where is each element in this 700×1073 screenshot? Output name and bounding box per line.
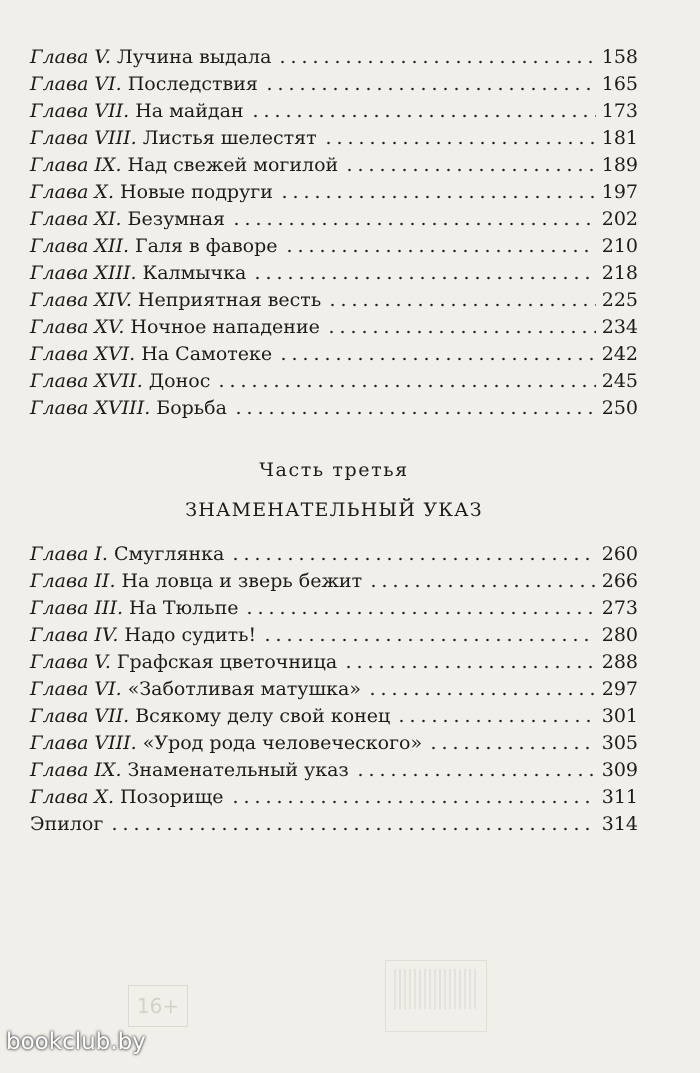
dot-leader bbox=[230, 799, 596, 805]
chapter-title: Безумная bbox=[127, 208, 226, 230]
chapter-number: Глава V. bbox=[30, 46, 111, 68]
chapter-title: На Тюльпе bbox=[129, 597, 239, 619]
dot-leader bbox=[216, 383, 595, 389]
chapter-title: Листья шелестят bbox=[142, 127, 317, 149]
chapter-number: Глава XIV. bbox=[30, 289, 132, 311]
chapter-number: Глава XV. bbox=[30, 316, 125, 338]
page-number: 173 bbox=[601, 100, 638, 122]
chapter-number: Глава XVIII. bbox=[30, 397, 151, 419]
dot-leader bbox=[323, 140, 596, 146]
chapter-title: Последствия bbox=[127, 73, 258, 95]
page-number: 266 bbox=[601, 570, 638, 592]
part-label: Часть третья bbox=[259, 459, 409, 481]
chapter-number: Глава VI. bbox=[30, 678, 122, 700]
chapter-title: Галя в фаворе bbox=[135, 235, 278, 257]
page-number: 189 bbox=[601, 154, 638, 176]
site-watermark: bookclub.by bbox=[6, 1029, 146, 1055]
dot-leader bbox=[344, 167, 596, 173]
page-number: 297 bbox=[601, 678, 638, 700]
chapter-title: Борьба bbox=[156, 397, 227, 419]
page-number: 197 bbox=[601, 181, 638, 203]
chapter-title: Эпилог bbox=[30, 813, 104, 835]
page-number: 225 bbox=[601, 289, 638, 311]
chapter-number: Глава X. bbox=[30, 786, 114, 808]
chapter-number: Глава VIII. bbox=[30, 127, 137, 149]
toc-entry bbox=[30, 676, 638, 703]
toc-entry bbox=[30, 595, 638, 622]
chapter-number: Глава III. bbox=[30, 597, 123, 619]
page-number: 210 bbox=[601, 235, 638, 257]
chapter-title: Новые подруги bbox=[120, 181, 273, 203]
toc-entry bbox=[30, 71, 638, 98]
page-number: 181 bbox=[601, 127, 638, 149]
toc-entry bbox=[30, 784, 638, 811]
dot-leader bbox=[262, 637, 596, 643]
toc-entry bbox=[30, 649, 638, 676]
chapter-title: «Заботливая матушка» bbox=[127, 678, 361, 700]
page-number: 314 bbox=[601, 813, 638, 835]
chapter-title: Над свежей могилой bbox=[127, 154, 339, 176]
page-number: 202 bbox=[601, 208, 638, 230]
chapter-title: Графская цветочница bbox=[116, 651, 338, 673]
page-number: 250 bbox=[601, 397, 638, 419]
chapter-number: Глава IX. bbox=[30, 154, 122, 176]
chapter-number: Глава XI. bbox=[30, 208, 122, 230]
chapter-title: «Урод рода человеческого» bbox=[142, 732, 423, 754]
chapter-title: Знаменательный указ bbox=[127, 759, 349, 781]
toc-part-three bbox=[30, 541, 638, 838]
dot-leader bbox=[231, 221, 596, 227]
dot-leader bbox=[343, 664, 596, 670]
dot-leader bbox=[355, 772, 596, 778]
toc-entry bbox=[30, 44, 638, 71]
chapter-title: Ночное нападение bbox=[130, 316, 320, 338]
chapter-number: Глава XII. bbox=[30, 235, 130, 257]
page-number: 234 bbox=[601, 316, 638, 338]
dot-leader bbox=[109, 826, 595, 832]
dot-leader bbox=[250, 113, 596, 119]
chapter-number: Глава II. bbox=[30, 570, 116, 592]
chapter-number: Глава VII. bbox=[30, 705, 130, 727]
chapter-title: Донос bbox=[148, 370, 211, 392]
toc-entry bbox=[30, 622, 638, 649]
dot-leader bbox=[264, 86, 596, 92]
chapter-number: Глава VIII. bbox=[30, 732, 137, 754]
chapter-title: Смуглянка bbox=[113, 543, 225, 565]
chapter-number: Глава I. bbox=[30, 543, 108, 565]
toc-entry bbox=[30, 206, 638, 233]
toc-entry bbox=[30, 260, 638, 287]
dot-leader bbox=[230, 556, 595, 562]
page-number: 242 bbox=[601, 343, 638, 365]
dot-leader bbox=[368, 583, 596, 589]
page-number: 260 bbox=[601, 543, 638, 565]
dot-leader bbox=[327, 302, 596, 308]
chapter-title: Калмычка bbox=[142, 262, 247, 284]
page-number: 245 bbox=[601, 370, 638, 392]
toc-entry bbox=[30, 98, 638, 125]
page-number: 158 bbox=[601, 46, 638, 68]
chapter-title: На ловца и зверь бежит bbox=[121, 570, 363, 592]
dot-leader bbox=[367, 691, 596, 697]
toc-entry bbox=[30, 703, 638, 730]
page-number: 309 bbox=[601, 759, 638, 781]
toc-entry bbox=[30, 179, 638, 206]
toc-entry bbox=[30, 395, 638, 422]
chapter-title: Надо судить! bbox=[124, 624, 257, 646]
dot-leader bbox=[233, 410, 596, 416]
toc-entry bbox=[30, 125, 638, 152]
page-number: 280 bbox=[601, 624, 638, 646]
toc-entry bbox=[30, 730, 638, 757]
toc-entry bbox=[30, 368, 638, 395]
page-number: 301 bbox=[601, 705, 638, 727]
toc-entry bbox=[30, 314, 638, 341]
chapter-title: Позорище bbox=[120, 786, 224, 808]
chapter-number: Глава XIII. bbox=[30, 262, 137, 284]
dot-leader bbox=[326, 329, 596, 335]
chapter-number: Глава XVII. bbox=[30, 370, 143, 392]
toc-entry bbox=[30, 233, 638, 260]
chapter-title: Неприятная весть bbox=[137, 289, 322, 311]
chapter-number: Глава V. bbox=[30, 651, 111, 673]
page-number: 311 bbox=[601, 786, 638, 808]
chapter-title: На майдан bbox=[135, 100, 244, 122]
toc-entry bbox=[30, 757, 638, 784]
page-number: 305 bbox=[601, 732, 638, 754]
toc-entry bbox=[30, 541, 638, 568]
toc-part-two bbox=[30, 44, 638, 422]
part-title: ЗНАМЕНАТЕЛЬНЫЙ УКАЗ bbox=[185, 499, 483, 521]
chapter-number: Глава XVI. bbox=[30, 343, 136, 365]
dot-leader bbox=[284, 248, 596, 254]
chapter-title: На Самотеке bbox=[141, 343, 273, 365]
toc-entry bbox=[30, 287, 638, 314]
dot-leader bbox=[278, 356, 596, 362]
toc-entry bbox=[30, 811, 638, 838]
chapter-number: Глава IV. bbox=[30, 624, 119, 646]
page-number: 218 bbox=[601, 262, 638, 284]
chapter-number: Глава IX. bbox=[30, 759, 122, 781]
toc-entry bbox=[30, 568, 638, 595]
age-rating-show-through: 16+ bbox=[128, 985, 188, 1027]
barcode-show-through bbox=[385, 960, 487, 1032]
dot-leader bbox=[396, 718, 595, 724]
dot-leader bbox=[244, 610, 595, 616]
page-number: 288 bbox=[601, 651, 638, 673]
chapter-number: Глава VII. bbox=[30, 100, 130, 122]
chapter-title: Всякому делу свой конец bbox=[135, 705, 391, 727]
page-number: 165 bbox=[601, 73, 638, 95]
chapter-number: Глава X. bbox=[30, 181, 114, 203]
dot-leader bbox=[252, 275, 595, 281]
toc-entry bbox=[30, 152, 638, 179]
dot-leader bbox=[428, 745, 596, 751]
toc-entry bbox=[30, 341, 638, 368]
chapter-title: Лучина выдала bbox=[116, 46, 272, 68]
page-number: 273 bbox=[601, 597, 638, 619]
dot-leader bbox=[277, 59, 595, 65]
dot-leader bbox=[279, 194, 596, 200]
chapter-number: Глава VI. bbox=[30, 73, 122, 95]
